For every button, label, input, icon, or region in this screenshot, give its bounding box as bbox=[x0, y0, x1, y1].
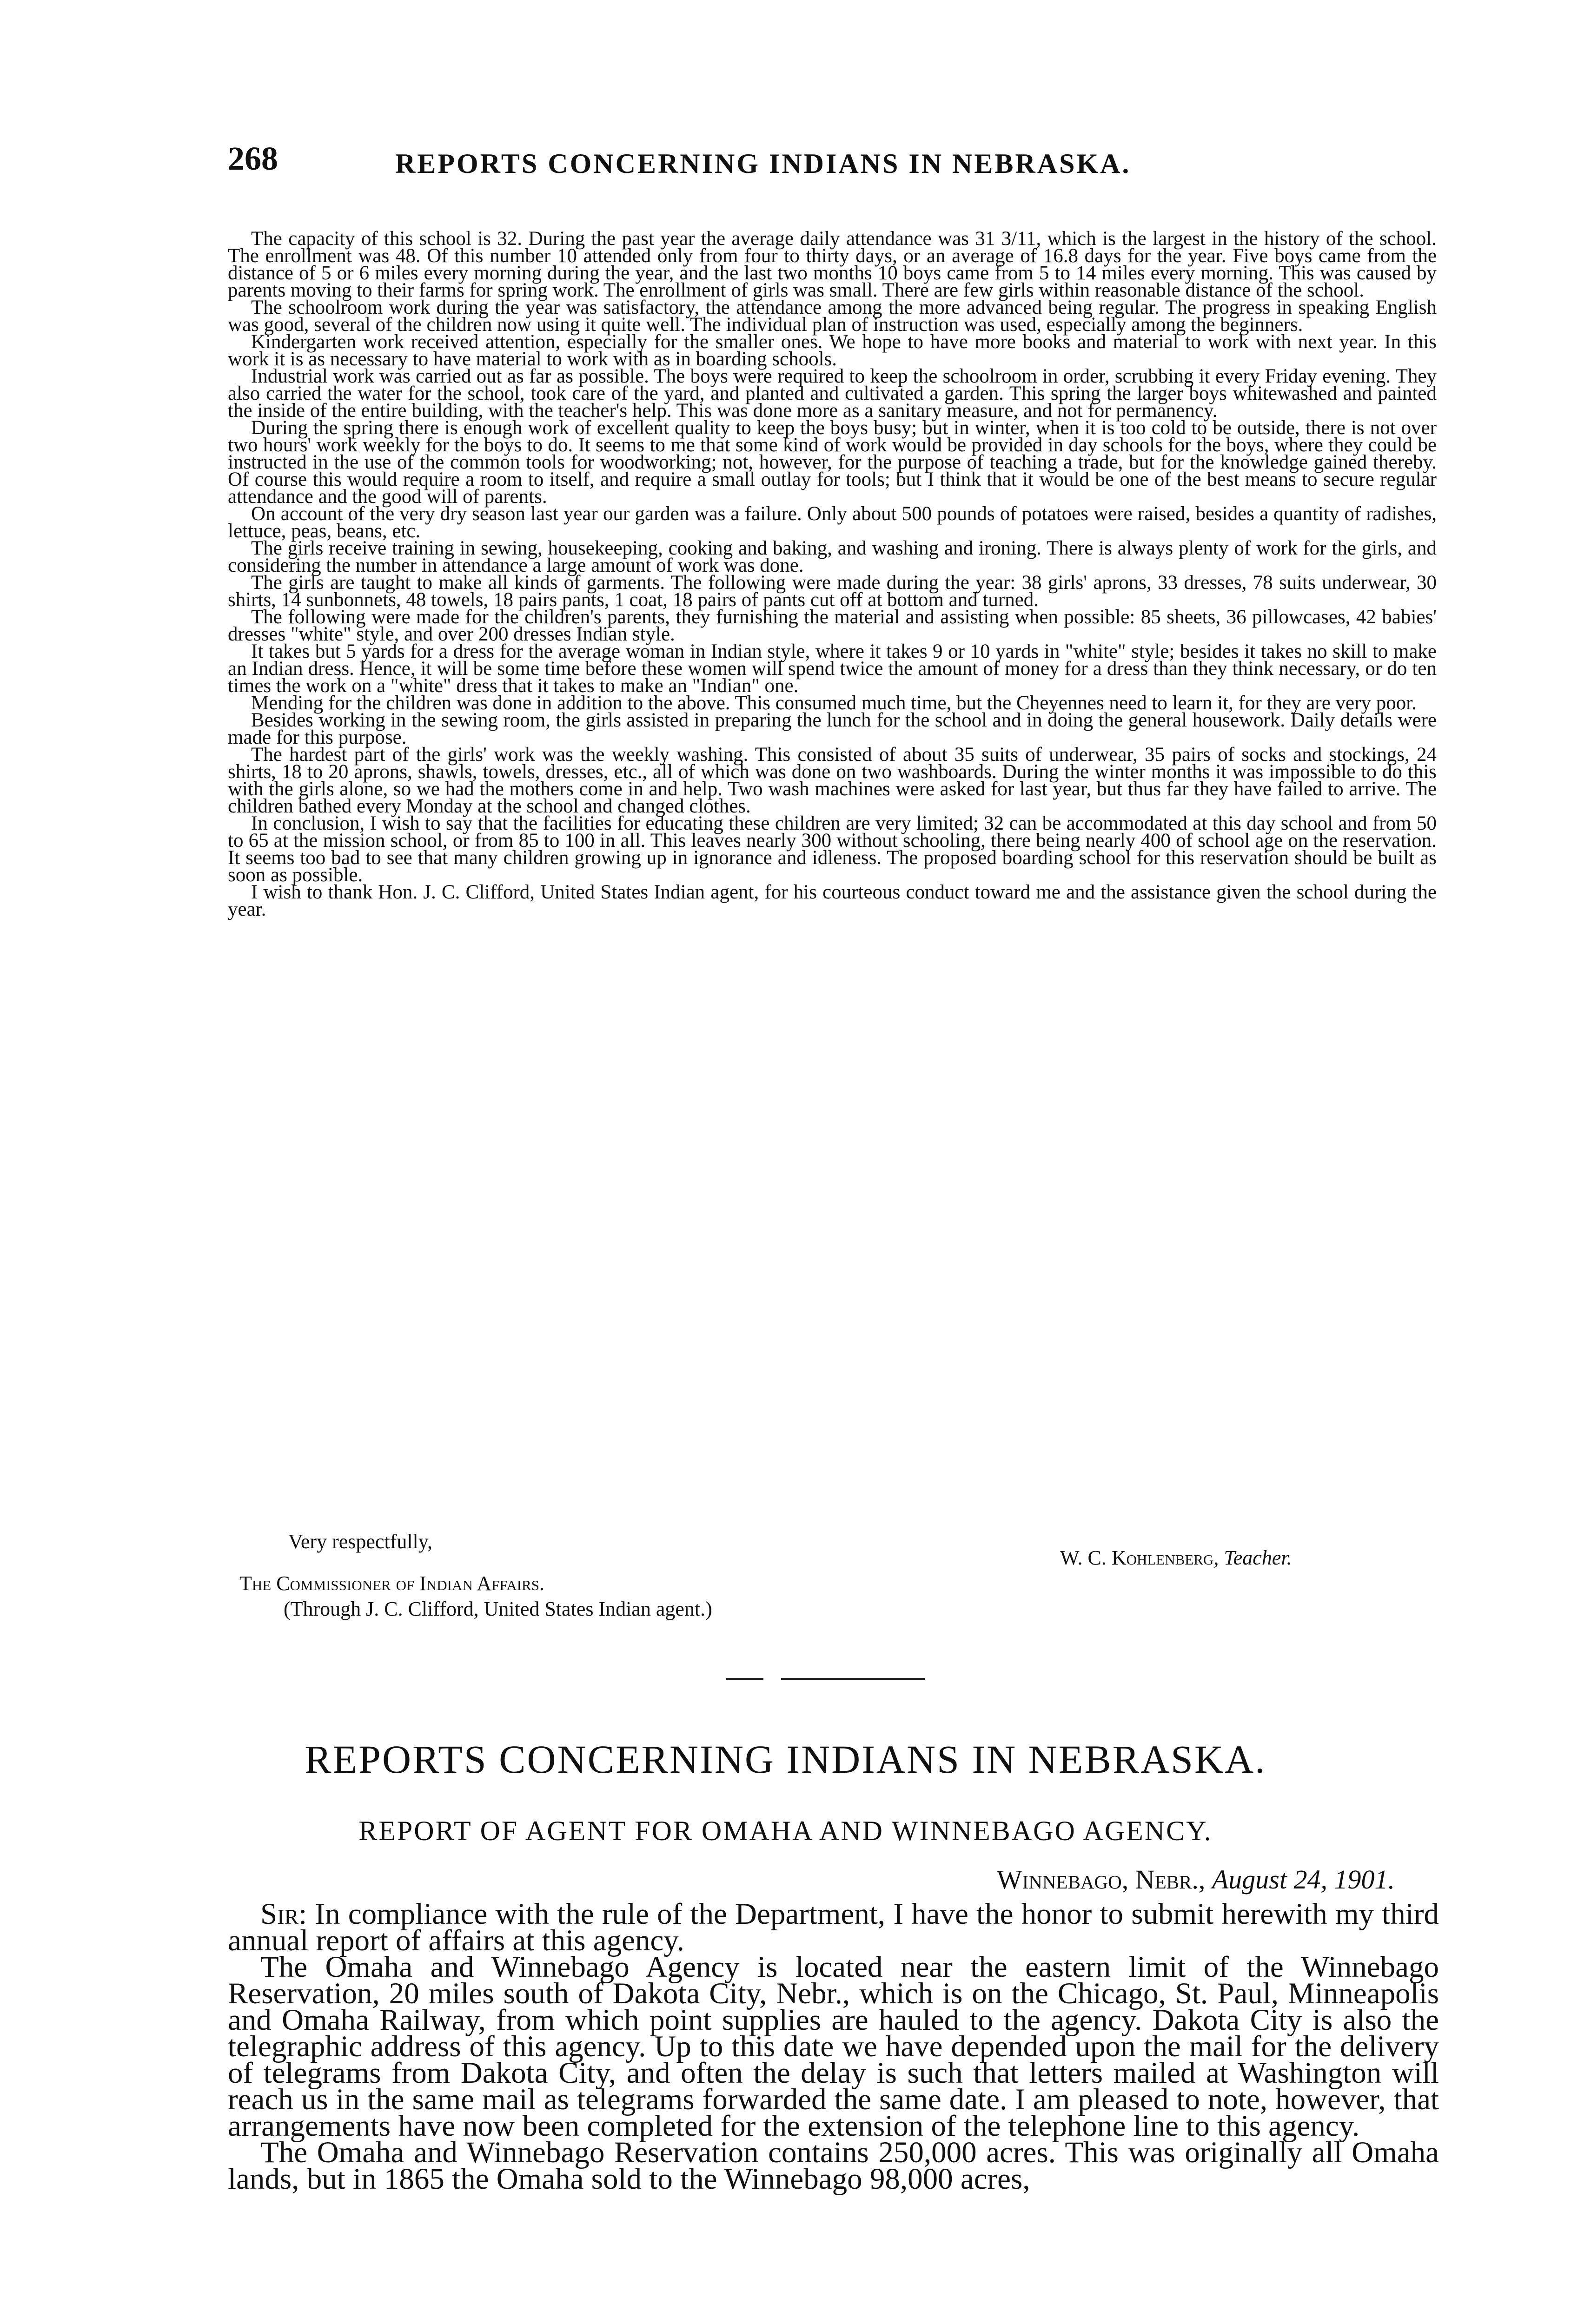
paragraph: Besides working in the sewing room, the girls assisted in preparing the lunch for the school and in doing the general housework. Daily details were made for this purpose. bbox=[228, 709, 1437, 748]
paragraph: The hardest part of the girls' work was the weekly washing. This consisted of about 35 suits of underwear, 35 pairs of socks and stockings, 24 shirts, 18 to 20 aprons, shawls, towels, dresses, etc., all of which was done on two washboards. During the winter months it was impossible to do this with the girls alone, so we had the mothers come in and help. Two wash machines were asked for last year, but thus far they have failed to arrive. The children bathed every Monday at the school and changed clothes. bbox=[228, 744, 1437, 817]
paragraph: The following were made for the children's parents, they furnishing the material and assisting when possible: 85 sheets, 36 pillowcases, 42 babies' dresses "white" style, and over 200 dresses Indian style. bbox=[228, 606, 1437, 645]
signature-title: Teacher. bbox=[1224, 1546, 1292, 1569]
paragraph: The girls are taught to make all kinds of garments. The following were made during the year: 38 girls' aprons, 33 dresses, 78 suits underwear, 30 shirts, 14 sunbonnets, 48 towels, 18 pairs pants, 1 coat, 18 pairs of pants cut off at bottom and turned. bbox=[228, 572, 1437, 611]
paragraph: The Omaha and Winnebago Agency is located near the eastern limit of the Winnebago Reservation, 20 miles south of Dakota City, Nebr., which is on the Chicago, St. Paul, Minneapolis and Omaha Railway, from which point supplies are hauled to the agency. Dakota City is also the telegraphic address of this agency. Up to this date we have depended upon the mail for the delivery of telegrams from Dakota City, and often the delay is such that letters mailed at Washington will reach us in the same mail as telegrams forwarded the same date. I am pleased to note, however, that arrangements have now been completed for the extension of the telephone line to this agency. bbox=[228, 1950, 1439, 2143]
paragraph: The girls receive training in sewing, housekeeping, cooking and baking, and washing and ironing. There is always plenty of work for the girls, and considering the number in attendance a large amount of work was done. bbox=[228, 537, 1437, 576]
paragraph: Kindergarten work received attention, especially for the smaller ones. We hope to have more books and material to work with next year. In this work it is as necessary to have material to work with as in boarding schools. bbox=[228, 331, 1437, 370]
paragraph: I wish to thank Hon. J. C. Clifford, United States Indian agent, for his courteous conduct toward me and the assistance given the school during the year. bbox=[228, 881, 1437, 920]
paragraph: In conclusion, I wish to say that the facilities for educating these children are very limited; 32 can be accommodated at this day school and from 50 to 65 at the mission school, or from 85 to 100 in all. This leaves nearly 300 without schooling, there being nearly 400 of school age on the reservation. It seems too bad to see that many children growing up in ignorance and idleness. The proposed boarding school for this reservation should be built as soon as possible. bbox=[228, 812, 1437, 886]
page-number: 268 bbox=[228, 140, 278, 177]
signature-name: W. C. Kohlenberg, bbox=[1060, 1546, 1219, 1569]
school-report-body bbox=[228, 230, 1437, 918]
running-header bbox=[228, 139, 1446, 195]
agency-report-body bbox=[228, 1897, 1439, 2196]
section-divider bbox=[781, 1678, 925, 1680]
paragraph: The Omaha and Winnebago Reservation contains 250,000 acres. This was originally all Omaha lands, but in 1865 the Omaha sold to the Winnebago 98,000 acres, bbox=[228, 2136, 1439, 2196]
paragraph: Industrial work was carried out as far as possible. The boys were required to keep the schoolroom in order, scrubbing it every Friday evening. They also carried the water for the school, took care of the yard, and planted and cultivated a garden. This spring the larger boys whitewashed and painted the inside of the entire building, with the teacher's help. This was done more as a sanitary measure, and not for permanency. bbox=[228, 365, 1437, 422]
signature bbox=[1060, 1548, 1292, 1568]
dateline bbox=[837, 1864, 1395, 1895]
paragraph bbox=[228, 1897, 1439, 1957]
salutation: Sir: bbox=[260, 1897, 307, 1931]
paragraph: During the spring there is enough work of excellent quality to keep the boys busy; but in winter, when it is too cold to be outside, there is not over two hours' work weekly for the boys to do. It seems to me that some kind of work would be provided in day schools for the boys, where they could be instructed in the use of the common tools for woodworking; not, however, for the purpose of teaching a trade, but for the knowledge gained thereby. Of course this would require a room to itself, and require a small outlay for tools; but I think that it would be one of the best means to secure regular attendance and the good will of parents. bbox=[228, 417, 1437, 508]
dateline-place: Winnebago, Nebr., bbox=[996, 1864, 1206, 1895]
paragraph: The schoolroom work during the year was satisfactory, the attendance among the more advanced being regular. The progress in speaking English was good, several of the children now using it quite well. The individual plan of instruction was used, especially among the beginners. bbox=[228, 297, 1437, 336]
section-divider bbox=[726, 1678, 763, 1680]
paragraph-text: In compliance with the rule of the Department, I have the honor to submit herewith my third annual report of affairs at this agency. bbox=[228, 1897, 1439, 1957]
closing-line: Very respectfully, bbox=[288, 1530, 432, 1553]
paragraph: The capacity of this school is 32. During the past year the average daily attendance was 31 3/11, which is the largest in the history of the school. The enrollment was 48. Of this number 10 attended only from four to thirty days, or an average of 16.8 days for the year. Five boys came from the distance of 5 or 6 miles every morning during the year, and the last two months 10 boys came from 5 to 14 miles every morning. This was caused by parents moving to their farms for spring work. The enrollment of girls was small. There are few girls within reasonable distance of the school. bbox=[228, 228, 1437, 301]
running-title: REPORTS CONCERNING INDIANS IN NEBRASKA. bbox=[395, 148, 1131, 179]
addressee-note: (Through J. C. Clifford, United States Indian agent.) bbox=[284, 1598, 712, 1620]
dateline-date: August 24, 1901. bbox=[1212, 1864, 1395, 1895]
paragraph: It takes but 5 yards for a dress for the average woman in Indian style, where it takes 9 or 10 yards in "white" style; besides it takes no skill to make an Indian dress. Hence, it will be some time before these women will spend twice the amount of money for a dress than they think necessary, or do ten times the work on a "white" dress that it takes to make an "Indian" one. bbox=[228, 640, 1437, 697]
paragraph: Mending for the children was done in addition to the above. This consumed much time, but the Cheyennes need to learn it, for they are very poor. bbox=[251, 692, 1417, 714]
section-title: REPORTS CONCERNING INDIANS IN NEBRASKA. bbox=[305, 1737, 1266, 1782]
section-subtitle: REPORT OF AGENT FOR OMAHA AND WINNEBAGO AGENCY. bbox=[358, 1816, 1213, 1846]
paragraph: On account of the very dry season last year our garden was a failure. Only about 500 pounds of potatoes were raised, besides a quantity of radishes, lettuce, peas, beans, etc. bbox=[228, 503, 1437, 542]
addressee: The Commissioner of Indian Affairs. bbox=[239, 1572, 544, 1595]
